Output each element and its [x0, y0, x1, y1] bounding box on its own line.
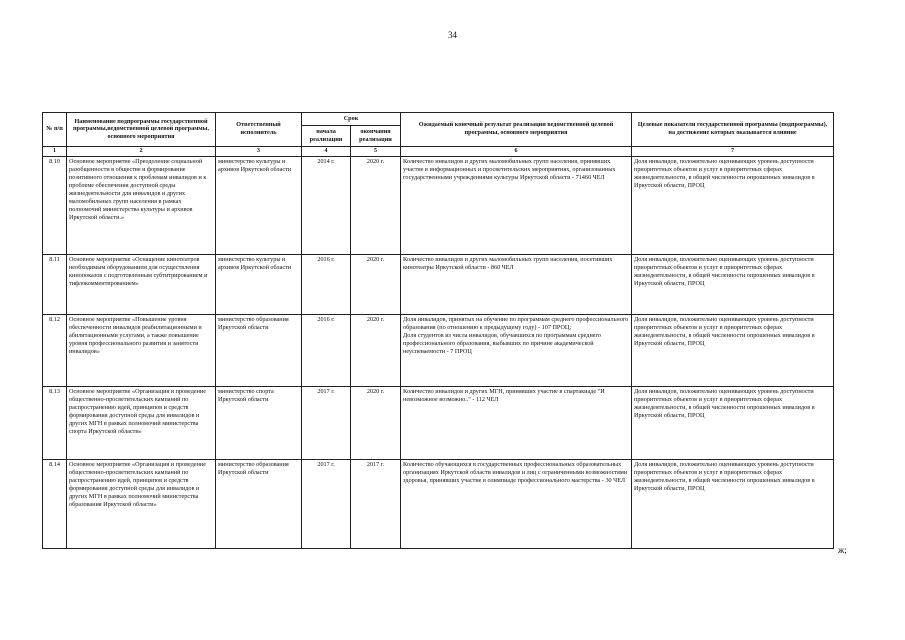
row-end: 2020 г. [351, 157, 401, 255]
row-number: 8.11 [43, 255, 67, 315]
header-row [43, 113, 834, 126]
margin-mark: ж; [838, 545, 847, 555]
row-responsible: министерство образования Иркутской области [216, 315, 302, 387]
page-number: 34 [448, 30, 457, 40]
column-number: 3 [216, 146, 302, 157]
row-responsible: министерство культуры и архивов Иркутской области [216, 157, 302, 255]
table-row [43, 255, 834, 315]
row-result: Количество обучающихся в государственных профессиональных образовательных организациях Иркутской области инвалидов и лиц с ограниченными возможностями здоровья, принявших участие в олимпиаде профессионального мастерства - 30 ЧЕЛ [401, 460, 632, 549]
column-number: 4 [302, 146, 351, 157]
header-num: № п/п [43, 113, 67, 147]
row-end: 2020 г. [351, 387, 401, 460]
header-term: Срок [302, 113, 401, 126]
row-result: Количество инвалидов и других маломобильных групп населения, принявших участие в информационных и просветительских мероприятиях, организованных государственными учреждениями культуры Иркутской области - 71460 ЧЕЛ [401, 157, 632, 255]
column-numbers-row [43, 146, 834, 157]
row-number: 8.12 [43, 315, 67, 387]
table-row [43, 460, 834, 549]
header-term-start: начала реализации [302, 125, 351, 146]
row-start: 2017 г. [302, 460, 351, 549]
row-start: 2017 г. [302, 387, 351, 460]
header-indicators: Целевые показатели государственной программы (подпрограммы), на достижение которых оказывается влияние [632, 113, 834, 147]
row-result: Количество инвалидов и других МГН, принявших участие в спартакиаде "И невозможное возможно.." - 112 ЧЕЛ [401, 387, 632, 460]
header-responsible: Ответственный исполнитель [216, 113, 302, 147]
row-number: 8.14 [43, 460, 67, 549]
row-end: 2020 г. [351, 315, 401, 387]
row-end: 2017 г. [351, 460, 401, 549]
row-start: 2016 г. [302, 255, 351, 315]
row-indicator: Доля инвалидов, положительно оценивающих уровень доступности приоритетных объектов и услуг в приоритетных сферах жизнедеятельности, в общей численности опрошенных инвалидов в Иркутской области, ПРОЦ [632, 460, 834, 549]
row-responsible: министерство культуры и архивов Иркутской области [216, 255, 302, 315]
column-number: 7 [632, 146, 834, 157]
header-result: Ожидаемый конечный результат реализации ведомственной целевой программы, основного мероприятия [401, 113, 632, 147]
row-end: 2020 г. [351, 255, 401, 315]
row-start: 2014 г. [302, 157, 351, 255]
row-responsible: министерство спорта Иркутской области [216, 387, 302, 460]
program-table [42, 112, 834, 549]
column-number: 2 [67, 146, 216, 157]
row-responsible: министерство образования Иркутской области [216, 460, 302, 549]
row-number: 8.13 [43, 387, 67, 460]
table-row [43, 157, 834, 255]
row-name: Основное мероприятие «Повышение уровня обеспеченности инвалидов реабилитационными и абилитационными услугами, а также повышение уровня профессионального развития и занятости инвалидов» [67, 315, 216, 387]
table-row [43, 387, 834, 460]
row-name: Основное мероприятие «Организация и проведение общественно-просветительских кампаний по распространению идей, принципов и средств формирования доступной среды для инвалидов и других МГН в рамках полномочий министерства образования Иркутской области» [67, 460, 216, 549]
row-indicator: Доля инвалидов, положительно оценивающих уровень доступности приоритетных объектов и услуг в приоритетных сферах жизнедеятельности, в общей численности опрошенных инвалидов в Иркутской области, ПРОЦ [632, 157, 834, 255]
row-name: Основное мероприятие «Организация и проведение общественно-просветительских кампаний по распространению идей, принципов и средств формирования доступной среды для инвалидов и других МГН в рамках полномочий министерства спорта Иркутской области» [67, 387, 216, 460]
row-number: 8.10 [43, 157, 67, 255]
row-indicator: Доля инвалидов, положительно оценивающих уровень доступности приоритетных объектов и услуг в приоритетных сферах жизнедеятельности, в общей численности опрошенных инвалидов в Иркутской области, ПРОЦ [632, 387, 834, 460]
row-indicator: Доля инвалидов, положительно оценивающих уровень доступности приоритетных объектов и услуг в приоритетных сферах жизнедеятельности, в общей численности опрошенных инвалидов в Иркутской области, ПРОЦ [632, 315, 834, 387]
table-row [43, 315, 834, 387]
row-name: Основное мероприятие «Преодоление социальной разобщенности в обществе и формирование позитивного отношения к проблемам инвалидов и к проблеме обеспечения доступной среды жизнедеятельности для инвалидов и других маломобильных групп населения в рамках полномочий министерства культуры и архивов Иркутской области.» [67, 157, 216, 255]
row-name: Основное мероприятие «Оснащение кинотеатров необходимым оборудованием для осуществления кинопоказов с подготовленным субтитрированием и тифлокомментированием» [67, 255, 216, 315]
column-number: 5 [351, 146, 401, 157]
row-result: Доля инвалидов, принятых на обучение по программам среднего профессионального образования (по отношению к предыдущему году) - 107 ПРОЦ; Доля студентов из числа инвалидов, обучавшихся по программам среднего профессионального образования, выбывших по причине академической неуспеваемости - 7 ПРОЦ [401, 315, 632, 387]
row-start: 2016 г. [302, 315, 351, 387]
column-number: 6 [401, 146, 632, 157]
header-term-end: окончания реализации [351, 125, 401, 146]
row-result: Количество инвалидов и других маломобильных групп населения, посетивших кинотеатры Иркутской области - 860 ЧЕЛ [401, 255, 632, 315]
header-name: Наименование подпрограммы государственной программы,ведомственной целевой программы, основного мероприятия [67, 113, 216, 147]
row-indicator: Доля инвалидов, положительно оценивающих уровень доступности приоритетных объектов и услуг в приоритетных сферах жизнедеятельности, в общей численности опрошенных инвалидов в Иркутской области, ПРОЦ [632, 255, 834, 315]
column-number: 1 [43, 146, 67, 157]
